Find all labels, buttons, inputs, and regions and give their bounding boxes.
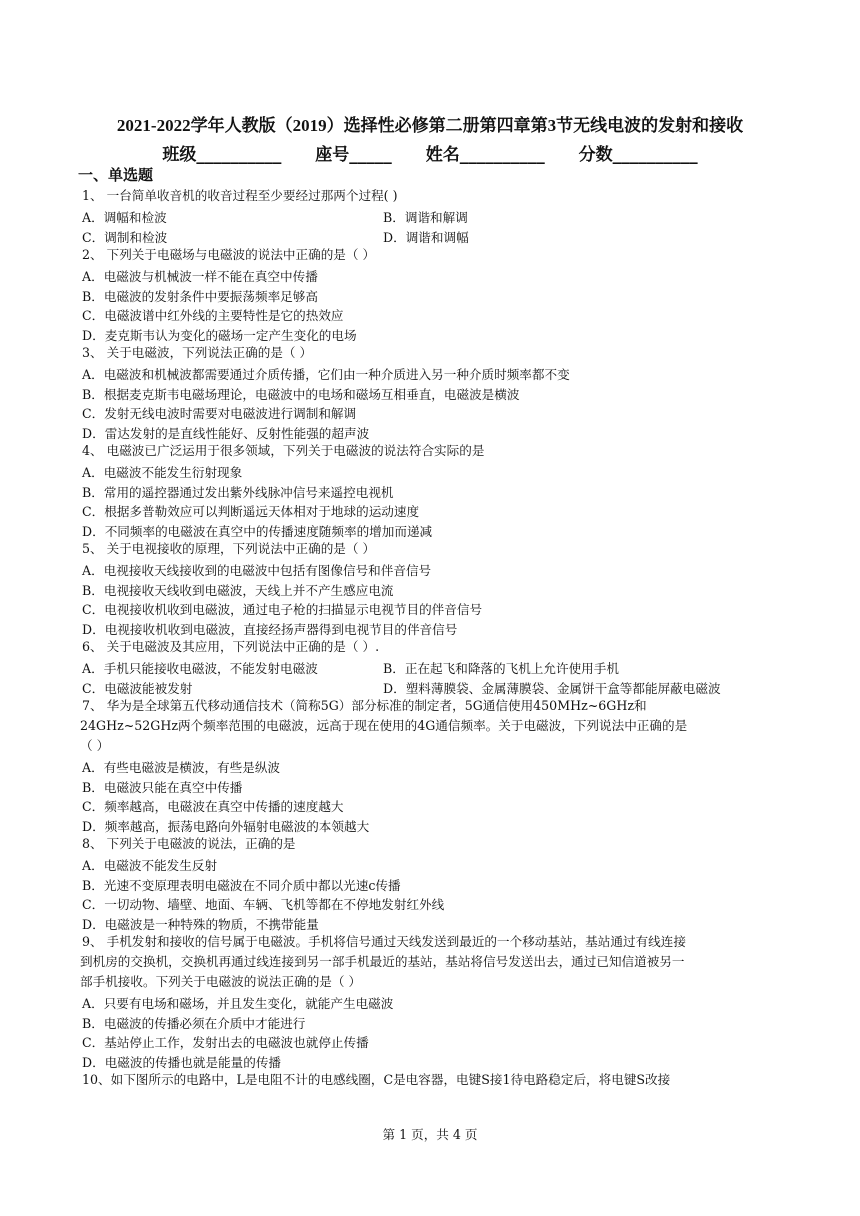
class-field: 班级__________ — [162, 145, 282, 165]
question-10-line-1: 10、如下图所示的电路中，L是电阻不计的电感线圈，C是电容器，电键S接1待电路稳定后，将电键S改接 — [82, 1072, 671, 1087]
question-3-stem: 3、 关于电磁波，下列说法正确的是（ ） — [82, 345, 313, 360]
seat-field: 座号_____ — [315, 145, 392, 165]
question-1-option-d: D．调谐和调幅 — [383, 230, 469, 245]
question-7-option-d: D．频率越高，振荡电路向外辐射电磁波的本领越大 — [82, 819, 370, 834]
question-6-stem: 6、 关于电磁波及其应用，下列说法中正确的是（ ）. — [82, 639, 380, 654]
question-4-option-c: C．根据多普勒效应可以判断遥远天体相对于地球的运动速度 — [82, 504, 420, 519]
question-4-option-d: D．不同频率的电磁波在真空中的传播速度随频率的增加而递减 — [82, 524, 433, 539]
question-9-option-c: C．基站停止工作，发射出去的电磁波也就停止传播 — [82, 1035, 369, 1050]
question-9-line-1: 9、 手机发射和接收的信号属于电磁波。手机将信号通过天线发送到最近的一个移动基站，基站通过有线连接 — [82, 934, 686, 949]
question-2-option-b: B．电磁波的发射条件中要振荡频率足够高 — [82, 289, 318, 304]
question-9-option-d: D．电磁波的传播也就是能量的传播 — [82, 1055, 282, 1070]
question-9-option-a: A．只要有电场和磁场，并且发生变化，就能产生电磁波 — [82, 996, 394, 1011]
question-8-option-c: C．一切动物、墙壁、地面、车辆、飞机等都在不停地发射红外线 — [82, 897, 445, 912]
question-5-option-b: B．电视接收天线收到电磁波，天线上并不产生感应电流 — [82, 583, 394, 598]
name-field: 姓名__________ — [425, 145, 545, 165]
score-field: 分数__________ — [578, 145, 698, 165]
question-6-option-b: B．正在起飞和降落的飞机上允许使用手机 — [383, 661, 619, 676]
question-5-option-a: A．电视接收天线接收到的电磁波中包括有图像信号和伴音信号 — [82, 563, 432, 578]
question-8-option-a: A．电磁波不能发生反射 — [82, 858, 218, 873]
page-footer: 第 1 页，共 4 页 — [382, 1127, 478, 1142]
question-6-option-a: A．手机只能接收电磁波，不能发射电磁波 — [82, 661, 318, 676]
question-4-stem: 4、 电磁波已广泛运用于很多领域，下列关于电磁波的说法符合实际的是 — [82, 443, 485, 458]
question-9-option-b: B．电磁波的传播必须在介质中才能进行 — [82, 1016, 306, 1031]
question-7-line-2: 24GHz~52GHz两个频率范围的电磁波，远高于现在使用的4G通信频率。关于电磁波，下列说法中正确的是 — [80, 718, 688, 733]
student-info-line — [0, 140, 860, 165]
question-7-line-3: （ ） — [80, 738, 110, 753]
question-4-option-a: A．电磁波不能发生衍射现象 — [82, 465, 243, 480]
question-7-option-c: C．频率越高，电磁波在真空中传播的速度越大 — [82, 799, 344, 814]
question-1-option-a: A．调幅和检波 — [82, 210, 167, 225]
question-1-option-b: B．调谐和解调 — [383, 210, 468, 225]
question-8-option-d: D．电磁波是一种特殊的物质，不携带能量 — [82, 917, 319, 932]
question-6-option-d: D．塑料薄膜袋、金属薄膜袋、金属饼干盒等都能屏蔽电磁波 — [383, 681, 721, 696]
question-5-stem: 5、 关于电视接收的原理，下列说法中正确的是（ ） — [82, 541, 376, 556]
question-2-stem: 2、 下列关于电磁场与电磁波的说法中正确的是（ ） — [82, 247, 376, 262]
question-8-stem: 8、 下列关于电磁波的说法，正确的是 — [82, 836, 296, 851]
question-1-option-c: C．调制和检波 — [82, 230, 168, 245]
question-5-option-d: D．电视接收机收到电磁波，直接经扬声器得到电视节目的伴音信号 — [82, 622, 458, 637]
question-6-option-c: C．电磁波能被发射 — [82, 681, 193, 696]
question-3-option-a: A．电磁波和机械波都需要通过介质传播，它们由一种介质进入另一种介质时频率都不变 — [82, 367, 570, 382]
question-2-option-a: A．电磁波与机械波一样不能在真空中传播 — [82, 269, 318, 284]
question-8-option-b: B．光速不变原理表明电磁波在不同介质中都以光速c传播 — [82, 878, 401, 893]
question-7-option-a: A．有些电磁波是横波，有些是纵波 — [82, 760, 281, 775]
question-7-option-b: B．电磁波只能在真空中传播 — [82, 780, 243, 795]
question-9-line-2: 到机房的交换机，交换机再通过线连接到另一部手机最近的基站，基站将信号发送出去，通过已知信道被另一 — [80, 954, 685, 969]
question-5-option-c: C．电视接收机收到电磁波，通过电子枪的扫描显示电视节目的伴音信号 — [82, 602, 483, 617]
question-3-option-c: C．发射无线电波时需要对电磁波进行调制和解调 — [82, 406, 357, 421]
question-9-line-3: 部手机接收。下列关于电磁波的说法正确的是（ ） — [80, 974, 362, 989]
question-1-stem: 1、 一台简单收音机的收音过程至少要经过那两个过程( ) — [82, 188, 398, 203]
question-7-line-1: 7、 华为是全球第五代移动通信技术（简称5G）部分标准的制定者，5G通信使用450MHz~6GHz和 — [82, 698, 647, 713]
question-3-option-b: B．根据麦克斯韦电磁场理论，电磁波中的电场和磁场互相垂直，电磁波是横波 — [82, 387, 520, 402]
page-title: 2021-2022学年人教版（2019）选择性必修第二册第四章第3节无线电波的发射和接收 — [116, 116, 744, 135]
question-4-option-b: B．常用的遥控器通过发出紫外线脉冲信号来遥控电视机 — [82, 485, 394, 500]
question-2-option-c: C．电磁波谱中红外线的主要特性是它的热效应 — [82, 308, 344, 323]
section-heading: 一、单选题 — [78, 166, 154, 184]
question-3-option-d: D．雷达发射的是直线性能好、反射性能强的超声波 — [82, 426, 370, 441]
question-2-option-d: D．麦克斯韦认为变化的磁场一定产生变化的电场 — [82, 328, 357, 343]
